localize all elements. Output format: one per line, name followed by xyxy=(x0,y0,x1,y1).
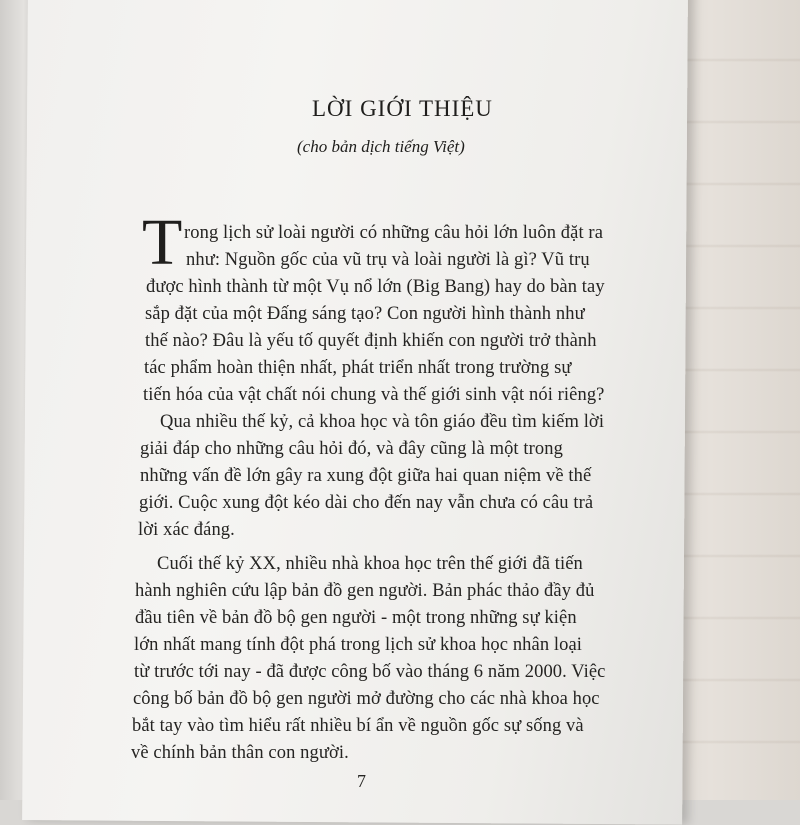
paragraph-3-line: Cuối thế kỷ XX, nhiều nhà khoa học trên thế giới đã tiến xyxy=(157,554,583,574)
paragraph-2-line: giới. Cuộc xung đột kéo dài cho đến nay vẫn chưa có câu trả xyxy=(139,493,594,513)
chapter-title: LỜI GIỚI THIỆU xyxy=(312,96,493,121)
drop-cap: T xyxy=(142,206,183,279)
paragraph-3-line: lớn nhất mang tính đột phá trong lịch sử khoa học nhân loại xyxy=(134,635,583,655)
paragraph-1-line: thế nào? Đâu là yếu tố quyết định khiến con người trở thành xyxy=(145,331,597,351)
paragraph-3-line: bắt tay vào tìm hiểu rất nhiều bí ẩn về nguồn gốc sự sống và xyxy=(132,716,584,736)
paragraph-3-line: từ trước tới nay - đã được công bố vào tháng 6 năm 2000. Việc xyxy=(134,662,606,682)
paragraph-3-line: về chính bản thân con người. xyxy=(131,743,349,763)
paragraph-2-line: những vấn đề lớn gây ra xung đột giữa hai quan niệm về thế xyxy=(140,466,592,486)
paragraph-1-line: tiến hóa của vật chất nói chung và thế giới sinh vật nói riêng? xyxy=(143,385,605,405)
paragraph-2-line: lời xác đáng. xyxy=(138,520,235,540)
paragraph-1-line: tác phẩm hoàn thiện nhất, phát triển nhất trong trường sự xyxy=(144,358,572,378)
chapter-subtitle: (cho bản dịch tiếng Việt) xyxy=(297,137,465,156)
paragraph-1-line: sắp đặt của một Đấng sáng tạo? Con người hình thành như xyxy=(145,304,585,324)
paragraph-2-line: giải đáp cho những câu hỏi đó, và đây cũng là một trong xyxy=(140,439,563,459)
page-number: 7 xyxy=(357,771,366,791)
paragraph-3-line: đầu tiên về bản đồ bộ gen người - một trong những sự kiện xyxy=(135,608,577,628)
paragraph-2-line: Qua nhiều thế kỷ, cả khoa học và tôn giáo đều tìm kiếm lời xyxy=(160,412,605,432)
paragraph-1-line: như: Nguồn gốc của vũ trụ và loài người là gì? Vũ trụ xyxy=(186,250,590,270)
paragraph-3-line: hành nghiên cứu lập bản đồ gen người. Bản phác thảo đầy đủ xyxy=(135,581,595,601)
paragraph-1-line: rong lịch sử loài người có những câu hỏi lớn luôn đặt ra xyxy=(184,223,604,243)
paragraph-1-line: được hình thành từ một Vụ nổ lớn (Big Bang) hay do bàn tay xyxy=(146,277,605,297)
paragraph-3-line: công bố bản đồ bộ gen người mở đường cho các nhà khoa học xyxy=(133,689,600,709)
